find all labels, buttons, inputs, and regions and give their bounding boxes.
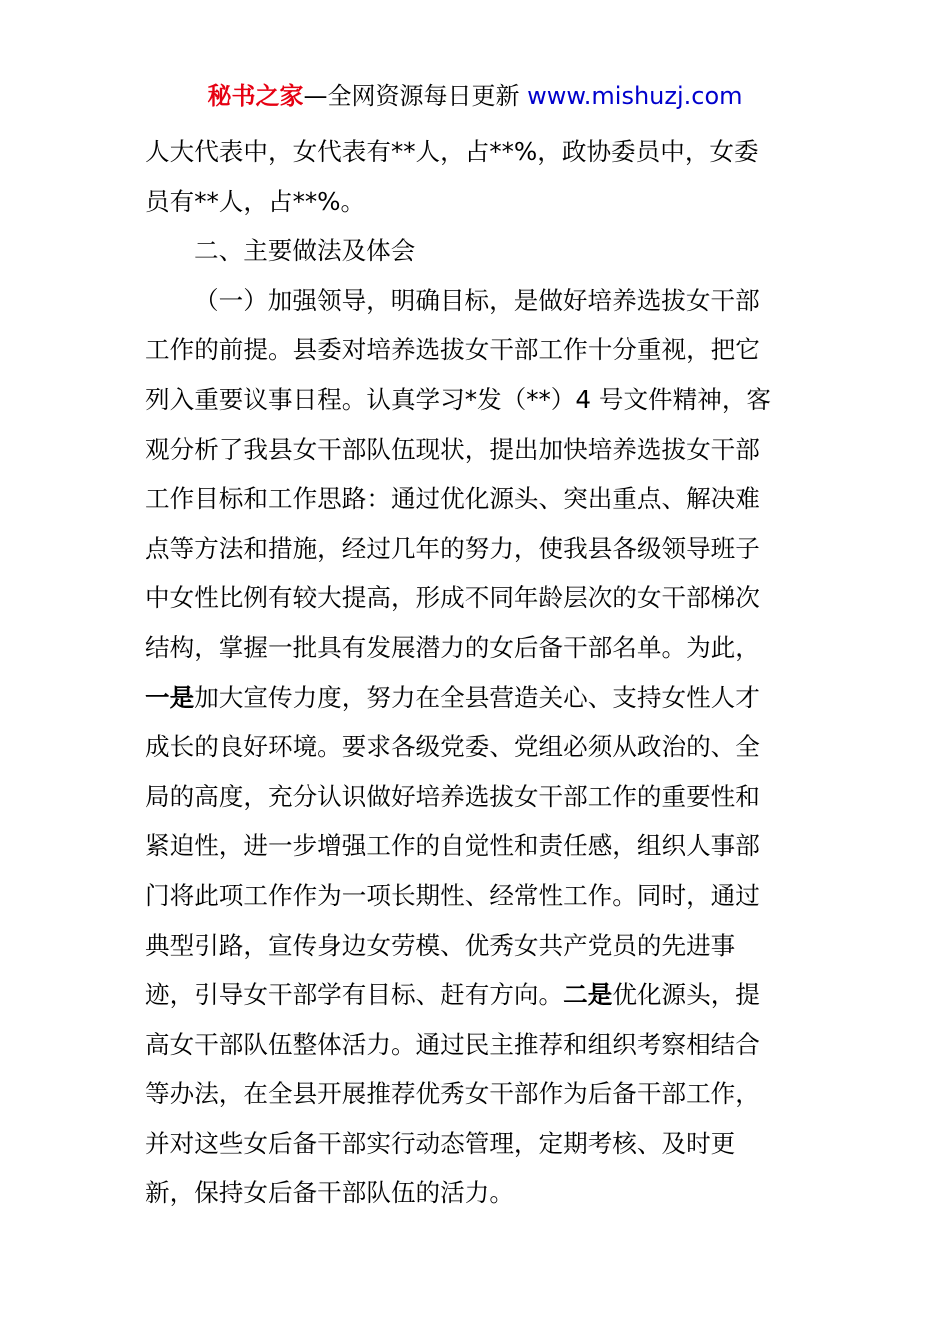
subsection-heading: （一）加强领导，明确目标，是做好培养选拔女干部 xyxy=(194,285,760,315)
text-line: 员有**人，占**%。 xyxy=(145,186,366,216)
document-body xyxy=(145,127,810,1218)
text-segment: 加大宣传力度，努力在全县营造关心、支持女性人才 xyxy=(194,682,760,712)
text-line: 结构，掌握一批具有发展潜力的女后备干部名单。为此， xyxy=(145,632,760,662)
text-line: 典型引路，宣传身边女劳模、优秀女共产党员的先进事 xyxy=(145,930,736,960)
text-line: 点等方法和措施，经过几年的努力，使我县各级领导班子 xyxy=(145,533,760,563)
text-segment: 迹，引导女干部学有目标、赶有方向。 xyxy=(145,980,564,1010)
site-header xyxy=(0,80,950,112)
text-line: 门将此项工作作为一项长期性、经常性工作。同时，通过 xyxy=(145,880,760,910)
text-line: 高女干部队伍整体活力。通过民主推荐和组织考察相结合 xyxy=(145,1029,760,1059)
section-heading: 二、主要做法及体会 xyxy=(194,236,416,266)
text-line: 成长的良好环境。要求各级党委、党组必须从政治的、全 xyxy=(145,732,760,762)
bold-marker: 二是 xyxy=(563,980,613,1010)
text-line xyxy=(145,673,810,723)
bold-marker: 一是 xyxy=(145,682,195,712)
text-line: 工作目标和工作思路：通过优化源头、突出重点、解决难 xyxy=(145,484,760,514)
site-url-link[interactable]: www.mishuzj.com xyxy=(527,82,743,110)
text-line: 局的高度，充分认识做好培养选拔女干部工作的重要性和 xyxy=(145,781,760,811)
text-line: 等办法，在全县开展推荐优秀女干部作为后备干部工作， xyxy=(145,1079,760,1109)
text-segment: 优化源头，提 xyxy=(612,980,760,1010)
site-tagline: —全网资源每日更新 xyxy=(303,82,528,110)
text-line: 工作的前提。县委对培养选拔女干部工作十分重视，把它 xyxy=(145,335,760,365)
text-line: 紧迫性，进一步增强工作的自觉性和责任感，组织人事部 xyxy=(145,831,760,861)
text-line: 并对这些女后备干部实行动态管理，定期考核、及时更 xyxy=(145,1128,736,1158)
site-brand: 秘书之家 xyxy=(207,82,304,110)
text-line: 新，保持女后备干部队伍的活力。 xyxy=(145,1178,514,1208)
text-line: 观分析了我县女干部队伍现状，提出加快培养选拔女干部 xyxy=(145,434,760,464)
text-line: 中女性比例有较大提高，形成不同年龄层次的女干部梯次 xyxy=(145,583,760,613)
text-line xyxy=(145,970,810,1020)
text-line: 人大代表中，女代表有**人，占**%，政协委员中，女委 xyxy=(145,137,759,166)
text-line: 列入重要议事日程。认真学习*发（**）4 号文件精神，客 xyxy=(145,384,772,414)
